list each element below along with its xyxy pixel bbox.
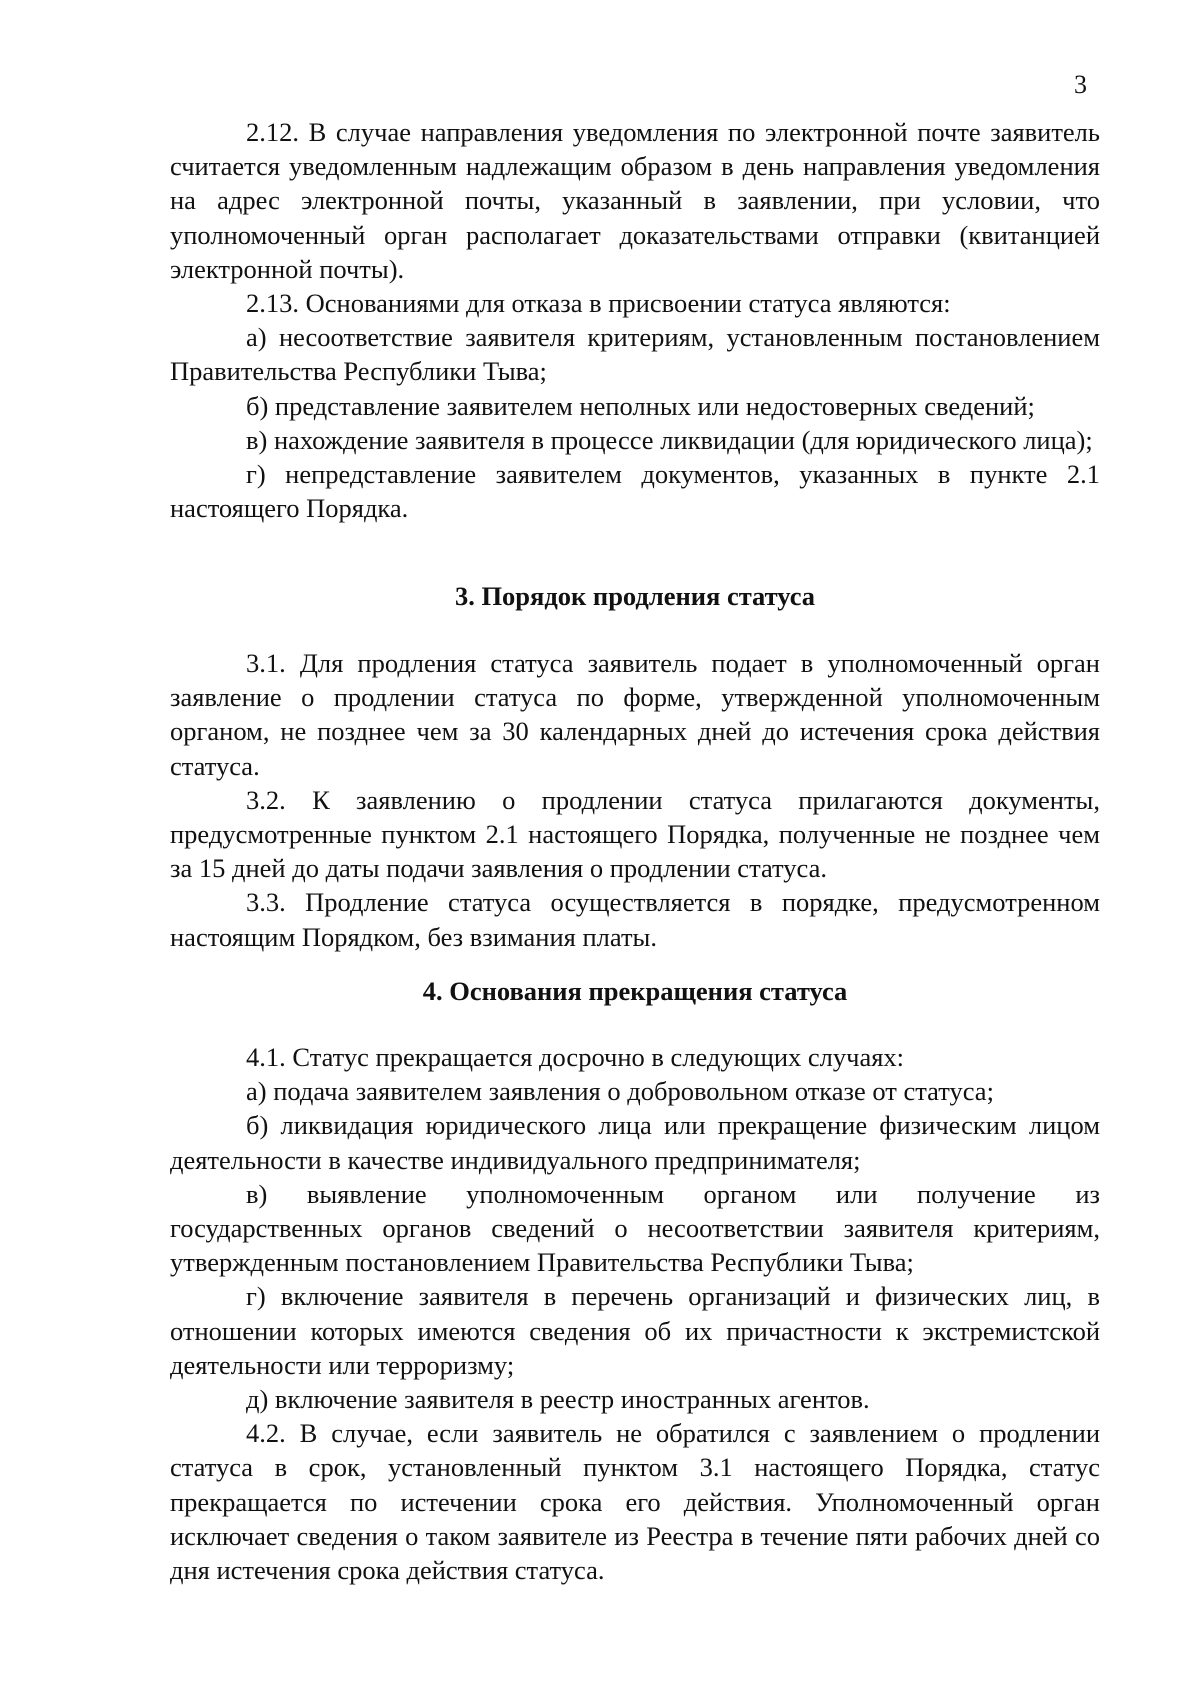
paragraph-2-13-a: а) несоответствие заявителя критериям, установленным постановлением Правительства Республики Тыва;	[170, 322, 1100, 387]
paragraph-2-13-g: г) непредставление заявителем документов, указанных в пункте 2.1 настоящего Порядка.	[170, 459, 1100, 524]
paragraph-4-1-b: б) ликвидация юридического лица или прекращение физическим лицом деятельности в качестве индивидуального предпринимателя;	[170, 1110, 1100, 1175]
section-4-heading: 4. Основания прекращения статуса	[422, 976, 848, 1006]
paragraph-2-13-v: в) нахождение заявителя в процессе ликвидации (для юридического лица);	[246, 424, 1093, 455]
paragraph-4-1-g: г) включение заявителя в перечень организаций и физических лиц, в отношении которых имеются сведения об их причастности к экстремистской деятельности или терроризму;	[170, 1281, 1100, 1380]
section-2-continuation	[170, 115, 1100, 525]
paragraph-4-1: 4.1. Статус прекращается досрочно в следующих случаях:	[246, 1042, 905, 1072]
section-3-body	[170, 646, 1100, 954]
paragraph-3-1: 3.1. Для продления статуса заявитель подает в уполномоченный орган заявление о продлении статуса по форме, утвержденной уполномоченным органом, не позднее чем за 30 календарных дней до истечения срока действия статуса.	[170, 648, 1100, 781]
paragraph-3-3: 3.3. Продление статуса осуществляется в порядке, предусмотренном настоящим Порядком, без взимания платы.	[170, 887, 1100, 952]
paragraph-2-13-b: б) представление заявителем неполных или недостоверных сведений;	[246, 390, 1035, 421]
section-4-body	[170, 1040, 1100, 1587]
paragraph-4-2: 4.2. В случае, если заявитель не обратился с заявлением о продлении статуса в срок, установленный пунктом 3.1 настоящего Порядка, статус прекращается по истечении срока его действия. Уполномоченный орган исключает сведения о таком заявителе из Реестра в течение пяти рабочих дней со дня истечения срока действия статуса.	[170, 1418, 1100, 1586]
section-3-heading: 3. Порядок продления статуса	[454, 581, 816, 611]
paragraph-2-13: 2.13. Основаниями для отказа в присвоении статуса являются:	[246, 288, 951, 319]
paragraph-4-1-d: д) включение заявителя в реестр иностранных агентов.	[246, 1384, 870, 1415]
paragraph-4-1-v: в) выявление уполномоченным органом или получение из государственных органов сведений о несоответствии заявителя критериям, утвержденным постановлением Правительства Республики Тыва;	[170, 1178, 1100, 1278]
paragraph-3-2: 3.2. К заявлению о продлении статуса прилагаются документы, предусмотренные пунктом 2.1 настоящего Порядка, полученные не позднее чем за 15 дней до даты подачи заявления о продлении статуса.	[170, 784, 1100, 884]
paragraph-2-12: 2.12. В случае направления уведомления по электронной почте заявитель считается уведомленным надлежащим образом в день направления уведомления на адрес электронной почты, указанный в заявлении, при условии, что уполномоченный орган располагает доказательствами отправки (квитанцией электронной почты).	[170, 117, 1100, 284]
paragraph-4-1-a: а) подача заявителем заявления о добровольном отказе от статуса;	[246, 1076, 994, 1107]
page-number: 3	[1074, 70, 1087, 99]
